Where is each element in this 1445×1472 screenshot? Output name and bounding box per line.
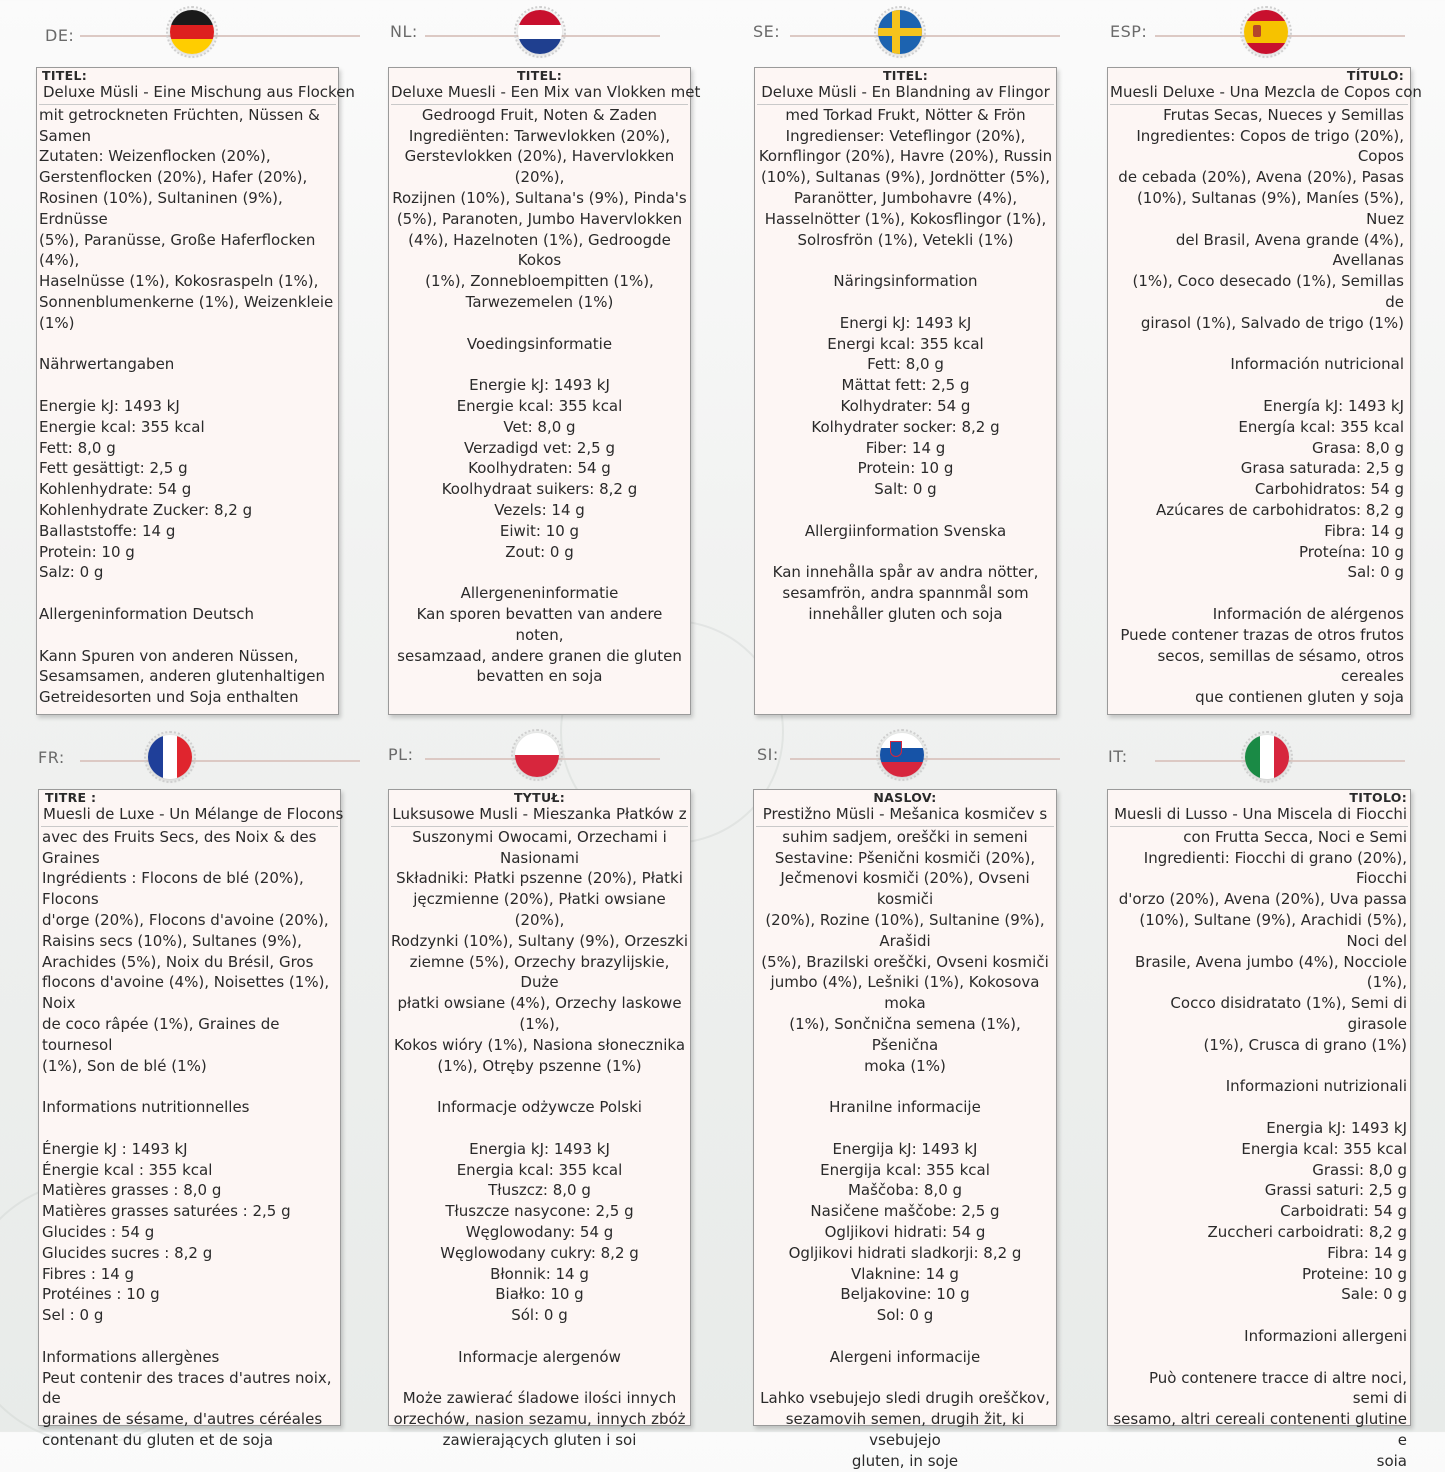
card-nl xyxy=(388,67,701,715)
card-body-text: suhim sadjem, oreščki in semeni Sestavine: Pšenični kosmiči (20%), Ječmenovi kosmiči (20%), Ovseni kosmiči (20%), Rozine (10%), Sultanine (9%), Arašidi (5%), Brazilski oreščki, Ovseni kosmiči jumbo (4%), Lešniki (1%), Kokosova moka (1%), Sončnična semena (1%), Pšenična moka (1%) Hranilne informacije Energija kJ: 1493 kJ Energija kcal: 355 kcal Maščoba: 8,0 g Nasičene maščobe: 2,5 g Ogljikovi hidrati: 54 g Ogljikovi hidrati sladkorji: 8,2 g Vlaknine: 14 g Beljakovine: 10 g Sol: 0 g Alergeni informacije Lahko vsebujejo sledi drugih oreščkov, sezamovih semen, drugih žit, ki vsebujejo gluten, in soje xyxy=(760,827,1050,1470)
header-it xyxy=(1100,735,1430,785)
card-si xyxy=(753,789,1057,1470)
product-title: Muesli de Luxe - Un Mélange de Flocons xyxy=(41,804,338,827)
netherlands-flag-icon xyxy=(518,10,562,54)
divider-line xyxy=(790,35,1060,37)
header-se xyxy=(745,10,1065,60)
card-de xyxy=(36,67,355,715)
title-label: TITEL: xyxy=(882,68,928,83)
title-label: TÍTULO: xyxy=(1346,68,1404,83)
card-se xyxy=(754,67,1057,715)
card-body-text: Gedroogd Fruit, Noten & Zaden Ingrediënten: Tarwevlokken (20%), Gerstevlokken (20%), Havervlokken (20%), Rozijnen (10%), Sultana's (9%), Pinda's (5%), Paranoten, Jumbo Havervlokken (4%), Hazelnoten (1%), Gedroogde Kokos (1%), Zonnebloempitten (1%), Tarwezemelen (1%) Voedingsinformatie Energie kJ: 1493 kJ Energie kcal: 355 kcal Vet: 8,0 g Verzadigd vet: 2,5 g Koolhydraten: 54 g Koolhydraat suikers: 8,2 g Vezels: 14 g Eiwit: 10 g Zout: 0 g Allergeneninformatie Kan sporen bevatten van andere noten, sesamzaad, andere granen die gluten bevatten en soja xyxy=(392,105,687,686)
slovenia-flag-icon xyxy=(880,733,924,777)
header-fr xyxy=(0,735,360,785)
header-de xyxy=(0,10,360,60)
poland-flag-icon xyxy=(515,733,559,777)
language-code-it: IT: xyxy=(1108,747,1128,766)
france-flag-icon xyxy=(148,735,192,779)
title-label: NASLOV: xyxy=(873,790,937,805)
divider-line xyxy=(80,35,360,37)
title-label: TITRE : xyxy=(45,790,97,805)
title-label: TITOLO: xyxy=(1349,790,1407,805)
card-body-text: med Torkad Frukt, Nötter & Frön Ingredienser: Veteflingor (20%), Kornflingor (20%), Havre (20%), Russin (10%), Sultanas (9%), Jordnötter (5%), Paranötter, Jumbohavre (4%), Hasselnötter (1%), Kokosflingor (1%), Solrosfrön (1%), Vetekli (1%) Näringsinformation Energi kJ: 1493 kJ Energi kcal: 355 kcal Fett: 8,0 g Mättat fett: 2,5 g Kolhydrater: 54 g Kolhydrater socker: 8,2 g Fiber: 14 g Protein: 10 g Salt: 0 g Allergiinformation Svenska Kan innehålla spår av andra nötter, sesamfrön, andra spannmål som innehåller gluten och soja xyxy=(758,105,1053,623)
product-title: Deluxe Müsli - En Blandning av Flingor xyxy=(757,82,1054,105)
product-title: Deluxe Muesli - Een Mix van Vlokken met xyxy=(391,82,688,105)
card-body-text: Frutas Secas, Nueces y Semillas Ingredientes: Copos de trigo (20%), Copos de cebada (20%), Avena (20%), Pasas (10%), Sultanas (9%), Maníes (5%), Nuez del Brasil, Avena grande (4%), Avellanas (1%), Coco desecado (1%), Semillas de girasol (1%), Salvado de trigo (1%) Información nutricional Energía kJ: 1493 kJ Energía kcal: 355 kcal Grasa: 8,0 g Grasa saturada: 2,5 g Carbohidratos: 54 g Azúcares de carbohidratos: 8,2 g Fibra: 14 g Proteína: 10 g Sal: 0 g Información de alérgenos Puede contener trazas de otros frutos secos, semillas de sésamo, otros cereales que contienen gluten y soja xyxy=(1118,105,1404,707)
title-label: TITEL: xyxy=(516,68,562,83)
divider-line xyxy=(80,760,360,762)
card-pl xyxy=(388,789,691,1449)
product-title: Muesli Deluxe - Una Mezcla de Copos con xyxy=(1110,82,1408,105)
header-pl xyxy=(380,733,680,783)
product-title: Deluxe Müsli - Eine Mischung aus Flocken xyxy=(39,82,336,105)
card-body-text: avec des Fruits Secs, des Noix & des Graines Ingrédients : Flocons de blé (20%), Flocons d'orge (20%), Flocons d'avoine (20%), Raisins secs (10%), Sultanes (9%), Arachides (5%), Noix du Brésil, Gros flocons d'avoine (4%), Noisettes (1%), Noix de coco râpée (1%), Graines de tournesol (1%), Son de blé (1%) Informations nutritionnelles Énergie kJ : 1493 kJ Énergie kcal : 355 kcal Matières grasses : 8,0 g Matières grasses saturées : 2,5 g Glucides : 54 g Glucides sucres : 8,2 g Fibres : 14 g Protéines : 10 g Sel : 0 g Informations allergènes Peut contenir des traces d'autres noix, de graines de sésame, d'autres céréales contenant du gluten et de soja xyxy=(42,827,332,1449)
card-esp xyxy=(1107,67,1422,715)
card-body-text: Suszonymi Owocami, Orzechami i Nasionami Składniki: Płatki pszenne (20%), Płatki jęczmienne (20%), Płatki owsiane (20%), Rodzynki (10%), Sultany (9%), Orzeszki ziemne (5%), Orzechy brazylijskie, Duże płatki owsiane (4%), Orzechy laskowe (1%), Kokos wióry (1%), Nasiona słonecznika (1%), Otręby pszenne (1%) Informacje odżywcze Polski Energia kJ: 1493 kJ Energia kcal: 355 kcal Tłuszcz: 8,0 g Tłuszcze nasycone: 2,5 g Węglowodany: 54 g Węglowodany cukry: 8,2 g Błonnik: 14 g Białko: 10 g Sól: 0 g Informacje alergenów Może zawierać śladowe ilości innych orzechów, nasion sezamu, innych zbóż zawierających gluten i soi xyxy=(391,827,688,1449)
product-title: Luksusowe Musli - Mieszanka Płatków z xyxy=(391,804,688,827)
language-code-pl: PL: xyxy=(388,745,414,764)
card-body-text: mit getrockneten Früchten, Nüssen & Samen Zutaten: Weizenflocken (20%), Gerstenflocken (20%), Hafer (20%), Rosinen (10%), Sultaninen (9%), Erdnüsse (5%), Paranüsse, Große Haferflocken (4%), Haselnüsse (1%), Kokosraspeln (1%), Sonnenblumenkerne (1%), Weizenkleie (1%) Nährwertangaben Energie kJ: 1493 kJ Energie kcal: 355 kcal Fett: 8,0 g Fett gesättigt: 2,5 g Kohlenhydrate: 54 g Kohlenhydrate Zucker: 8,2 g Ballaststoffe: 14 g Protein: 10 g Salz: 0 g Allergeninformation Deutsch Kann Spuren von anderen Nüssen, Sesamsamen, anderen glutenhaltigen Getreidesorten und Soja enthalten xyxy=(39,105,334,707)
language-code-esp: ESP: xyxy=(1110,22,1148,41)
sweden-flag-icon xyxy=(878,10,922,54)
header-si xyxy=(745,733,1065,783)
product-title: Muesli di Lusso - Una Miscela di Fiocchi xyxy=(1110,804,1408,827)
italy-flag-icon xyxy=(1245,735,1289,779)
divider-line xyxy=(790,758,1060,760)
product-title: Prestižno Müsli - Mešanica kosmičev s xyxy=(756,804,1054,827)
card-fr xyxy=(38,789,344,1449)
card-body-text: con Frutta Secca, Noci e Semi Ingredienti: Fiocchi di grano (20%), Fiocchi d'orzo (20%), Avena (20%), Uva passa (10%), Sultane (9%), Arachidi (5%), Noci del Brasile, Avena jumbo (4%), Nocciole (1%), Cocco disidratato (1%), Semi di girasole (1%), Crusca di grano (1%) Informazioni nutrizionali Energia kJ: 1493 kJ Energia kcal: 355 kcal Grassi: 8,0 g Grassi saturi: 2,5 g Carboidrati: 54 g Zuccheri carboidrati: 8,2 g Fibra: 14 g Proteine: 10 g Sale: 0 g Informazioni allergeni Può contenere tracce di altre noci, semi di sesamo, altri cereali contenenti glutine e soia xyxy=(1113,827,1407,1470)
language-code-si: SI: xyxy=(757,745,779,764)
header-nl xyxy=(380,10,680,60)
language-code-de: DE: xyxy=(45,26,75,45)
germany-flag-icon xyxy=(170,10,214,54)
language-code-nl: NL: xyxy=(390,22,418,41)
title-label: TYTUŁ: xyxy=(513,790,566,805)
language-code-fr: FR: xyxy=(38,748,65,767)
header-esp xyxy=(1100,10,1430,60)
spain-flag-icon xyxy=(1244,10,1288,54)
title-label: TITEL: xyxy=(42,68,88,83)
card-it xyxy=(1107,789,1411,1470)
language-code-se: SE: xyxy=(753,22,781,41)
